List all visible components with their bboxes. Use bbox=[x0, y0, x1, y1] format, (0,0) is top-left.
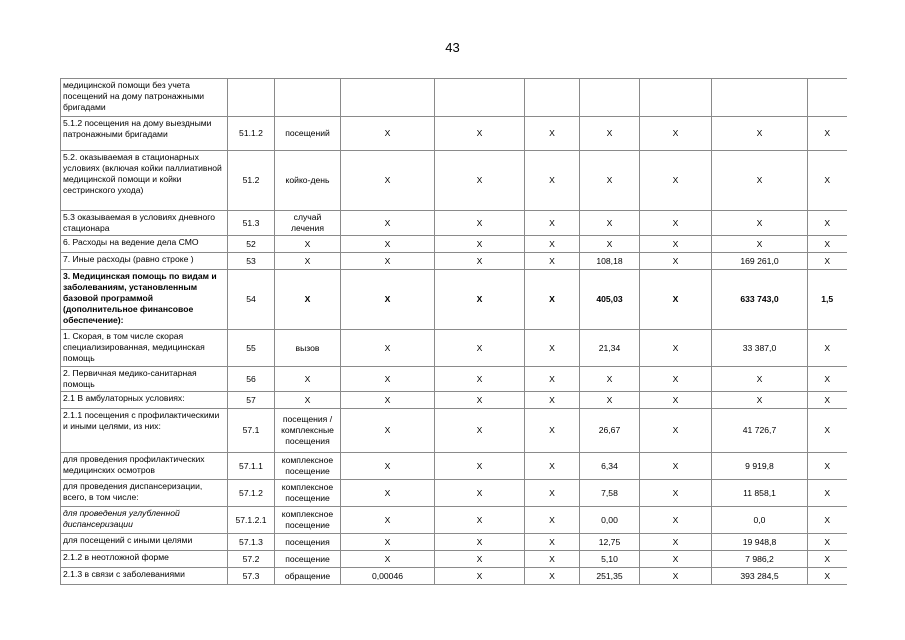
table-cell: X bbox=[341, 409, 435, 453]
row-code: 57.1.2.1 bbox=[228, 507, 275, 534]
table-cell: X bbox=[640, 568, 712, 585]
table-row bbox=[61, 480, 847, 507]
table-cell: X bbox=[808, 534, 847, 551]
table-cell: X bbox=[640, 117, 712, 151]
table-cell: X bbox=[435, 392, 525, 409]
table-cell: X bbox=[341, 117, 435, 151]
row-code: 57 bbox=[228, 392, 275, 409]
table-row bbox=[61, 270, 847, 330]
row-unit: X bbox=[275, 367, 341, 392]
table-cell: X bbox=[341, 534, 435, 551]
table-cell: X bbox=[435, 534, 525, 551]
row-code: 57.2 bbox=[228, 551, 275, 568]
table-cell: X bbox=[640, 367, 712, 392]
row-unit: случай лечения bbox=[275, 211, 341, 236]
row-code: 51.3 bbox=[228, 211, 275, 236]
row-code: 54 bbox=[228, 270, 275, 330]
table-cell: X bbox=[808, 568, 847, 585]
table-cell bbox=[435, 79, 525, 117]
table-cell: X bbox=[808, 551, 847, 568]
table-row bbox=[61, 367, 847, 392]
table-row bbox=[61, 392, 847, 409]
table-cell: 19 948,8 bbox=[712, 534, 808, 551]
row-unit: посещение bbox=[275, 551, 341, 568]
table-cell: 33 387,0 bbox=[712, 330, 808, 367]
table-cell: X bbox=[580, 211, 640, 236]
table-row bbox=[61, 534, 847, 551]
table-cell: X bbox=[580, 117, 640, 151]
table-cell: X bbox=[640, 270, 712, 330]
row-code: 53 bbox=[228, 253, 275, 270]
table-row bbox=[61, 453, 847, 480]
table-row bbox=[61, 568, 847, 585]
table-cell: X bbox=[435, 453, 525, 480]
table-cell: X bbox=[525, 534, 580, 551]
table-cell: 633 743,0 bbox=[712, 270, 808, 330]
table-cell: X bbox=[712, 151, 808, 211]
table-cell bbox=[341, 79, 435, 117]
table-cell bbox=[525, 79, 580, 117]
row-name: для посещений с иными целями bbox=[61, 534, 228, 551]
table-cell: X bbox=[435, 507, 525, 534]
table-cell bbox=[808, 79, 847, 117]
row-unit: посещения bbox=[275, 534, 341, 551]
table-cell: 9 919,8 bbox=[712, 453, 808, 480]
data-table bbox=[60, 78, 847, 585]
table-cell: X bbox=[341, 453, 435, 480]
table-cell: X bbox=[341, 480, 435, 507]
table-cell: X bbox=[341, 253, 435, 270]
row-unit: комплексное посещение bbox=[275, 453, 341, 480]
table-row bbox=[61, 79, 847, 117]
table-cell: X bbox=[640, 551, 712, 568]
table-cell: 41 726,7 bbox=[712, 409, 808, 453]
row-unit: X bbox=[275, 253, 341, 270]
table-cell: X bbox=[808, 453, 847, 480]
table-cell: X bbox=[435, 367, 525, 392]
table-row bbox=[61, 236, 847, 253]
table-cell: X bbox=[435, 151, 525, 211]
table-cell: X bbox=[341, 367, 435, 392]
table-cell: X bbox=[435, 270, 525, 330]
table-cell: 108,18 bbox=[580, 253, 640, 270]
table-row bbox=[61, 151, 847, 211]
table-row bbox=[61, 211, 847, 236]
table-cell: X bbox=[808, 330, 847, 367]
table-cell: 21,34 bbox=[580, 330, 640, 367]
table-cell: X bbox=[640, 236, 712, 253]
row-unit: посещений bbox=[275, 117, 341, 151]
table-cell: X bbox=[525, 453, 580, 480]
table-cell: 405,03 bbox=[580, 270, 640, 330]
row-name: 2.1.2 в неотложной форме bbox=[61, 551, 228, 568]
table-cell: X bbox=[640, 253, 712, 270]
table-cell: X bbox=[712, 236, 808, 253]
table-cell: X bbox=[580, 236, 640, 253]
table-cell: X bbox=[341, 270, 435, 330]
table-cell: 169 261,0 bbox=[712, 253, 808, 270]
table-cell: 5,10 bbox=[580, 551, 640, 568]
row-code: 51.2 bbox=[228, 151, 275, 211]
row-code: 55 bbox=[228, 330, 275, 367]
table-cell: X bbox=[712, 117, 808, 151]
row-name: 2.1.3 в связи с заболеваниями bbox=[61, 568, 228, 585]
table-cell: X bbox=[808, 480, 847, 507]
table-cell: X bbox=[525, 330, 580, 367]
row-code: 56 bbox=[228, 367, 275, 392]
table-cell: X bbox=[525, 507, 580, 534]
table-cell: X bbox=[580, 392, 640, 409]
table-cell: X bbox=[341, 330, 435, 367]
table-cell: X bbox=[435, 551, 525, 568]
table-cell: X bbox=[525, 253, 580, 270]
table-cell: 0,00 bbox=[580, 507, 640, 534]
table-cell: X bbox=[525, 367, 580, 392]
table-row bbox=[61, 507, 847, 534]
row-code bbox=[228, 79, 275, 117]
table-cell: 11 858,1 bbox=[712, 480, 808, 507]
table-cell: X bbox=[525, 151, 580, 211]
table-cell: X bbox=[341, 236, 435, 253]
row-unit: комплексное посещение bbox=[275, 507, 341, 534]
row-name: 5.1.2 посещения на дому выездными патронажными бригадами bbox=[61, 117, 228, 151]
row-name: 5.3 оказываемая в условиях дневного стационара bbox=[61, 211, 228, 236]
table-cell: X bbox=[435, 568, 525, 585]
table-cell: X bbox=[525, 551, 580, 568]
row-name: 3. Медицинская помощь по видам и заболеваниям, установленным базовой программой (дополнительное финансовое обеспечение): bbox=[61, 270, 228, 330]
table-cell: 7,58 bbox=[580, 480, 640, 507]
table-cell: X bbox=[640, 330, 712, 367]
table-cell: X bbox=[808, 236, 847, 253]
table-cell: X bbox=[435, 480, 525, 507]
table-cell: X bbox=[435, 330, 525, 367]
table-cell: X bbox=[808, 392, 847, 409]
row-code: 51.1.2 bbox=[228, 117, 275, 151]
table-cell: X bbox=[435, 211, 525, 236]
table-cell: X bbox=[435, 409, 525, 453]
table-cell: X bbox=[640, 409, 712, 453]
table-cell: X bbox=[808, 211, 847, 236]
table-row bbox=[61, 409, 847, 453]
row-code: 57.1.3 bbox=[228, 534, 275, 551]
table-cell: X bbox=[435, 236, 525, 253]
table-cell: X bbox=[525, 270, 580, 330]
table-cell: X bbox=[341, 151, 435, 211]
table-cell bbox=[640, 79, 712, 117]
row-name: 5.2. оказываемая в стационарных условиях (включая койки паллиативной медицинской помощи и койки сестринского ухода) bbox=[61, 151, 228, 211]
row-name: 6. Расходы на ведение дела СМО bbox=[61, 236, 228, 253]
table-cell: X bbox=[712, 392, 808, 409]
table-cell bbox=[712, 79, 808, 117]
table-cell: X bbox=[435, 253, 525, 270]
table-cell: 251,35 bbox=[580, 568, 640, 585]
table-cell: X bbox=[525, 568, 580, 585]
table-cell: X bbox=[640, 534, 712, 551]
row-code: 57.3 bbox=[228, 568, 275, 585]
row-code: 57.1.1 bbox=[228, 453, 275, 480]
table-cell: X bbox=[525, 392, 580, 409]
table-cell: X bbox=[712, 211, 808, 236]
table-cell: X bbox=[525, 480, 580, 507]
row-unit: X bbox=[275, 392, 341, 409]
row-code: 52 bbox=[228, 236, 275, 253]
table-cell: X bbox=[808, 117, 847, 151]
table-cell: X bbox=[525, 409, 580, 453]
table-cell: 1,5 bbox=[808, 270, 847, 330]
table-cell: 7 986,2 bbox=[712, 551, 808, 568]
row-unit: вызов bbox=[275, 330, 341, 367]
table-cell: X bbox=[712, 367, 808, 392]
table-cell: X bbox=[341, 507, 435, 534]
row-name: 7. Иные расходы (равно строке ) bbox=[61, 253, 228, 270]
row-unit: обращение bbox=[275, 568, 341, 585]
table-cell bbox=[580, 79, 640, 117]
table-cell: X bbox=[580, 367, 640, 392]
table-cell: X bbox=[808, 151, 847, 211]
row-unit: койко-день bbox=[275, 151, 341, 211]
table-cell: X bbox=[525, 211, 580, 236]
table-cell: X bbox=[640, 211, 712, 236]
page-number: 43 bbox=[445, 40, 460, 55]
table-cell: 26,67 bbox=[580, 409, 640, 453]
table-cell: 393 284,5 bbox=[712, 568, 808, 585]
row-code: 57.1 bbox=[228, 409, 275, 453]
table-cell: X bbox=[640, 392, 712, 409]
row-name: 1. Скорая, в том числе скорая специализированная, медицинская помощь bbox=[61, 330, 228, 367]
row-code: 57.1.2 bbox=[228, 480, 275, 507]
row-name: медицинской помощи без учета посещений на дому патронажными бригадами bbox=[61, 79, 228, 117]
table-cell: X bbox=[341, 211, 435, 236]
table-cell: X bbox=[808, 253, 847, 270]
table-cell: X bbox=[341, 392, 435, 409]
table-row bbox=[61, 551, 847, 568]
table-cell: 12,75 bbox=[580, 534, 640, 551]
row-unit: X bbox=[275, 236, 341, 253]
row-unit bbox=[275, 79, 341, 117]
table-cell: X bbox=[640, 480, 712, 507]
row-name: для проведения диспансеризации, всего, в том числе: bbox=[61, 480, 228, 507]
table-cell: X bbox=[525, 236, 580, 253]
row-name: для проведения углубленной диспансеризации bbox=[61, 507, 228, 534]
table-cell: X bbox=[435, 117, 525, 151]
table-cell: 6,34 bbox=[580, 453, 640, 480]
table-cell: X bbox=[640, 453, 712, 480]
table-row bbox=[61, 330, 847, 367]
table-cell: X bbox=[808, 409, 847, 453]
table-row bbox=[61, 253, 847, 270]
table-cell: X bbox=[341, 551, 435, 568]
table-cell: X bbox=[640, 151, 712, 211]
table-cell: 0,0 bbox=[712, 507, 808, 534]
table-cell: X bbox=[525, 117, 580, 151]
row-unit: комплексное посещение bbox=[275, 480, 341, 507]
table-cell: X bbox=[808, 367, 847, 392]
row-unit: X bbox=[275, 270, 341, 330]
row-name: 2.1 В амбулаторных условиях: bbox=[61, 392, 228, 409]
table-cell: X bbox=[580, 151, 640, 211]
row-name: 2. Первичная медико-санитарная помощь bbox=[61, 367, 228, 392]
table-cell: 0,00046 bbox=[341, 568, 435, 585]
row-name: 2.1.1 посещения с профилактическими и иными целями, из них: bbox=[61, 409, 228, 453]
row-unit: посещения / комплексные посещения bbox=[275, 409, 341, 453]
table-row bbox=[61, 117, 847, 151]
table-cell: X bbox=[640, 507, 712, 534]
row-name: для проведения профилактических медицинских осмотров bbox=[61, 453, 228, 480]
table-cell: X bbox=[808, 507, 847, 534]
